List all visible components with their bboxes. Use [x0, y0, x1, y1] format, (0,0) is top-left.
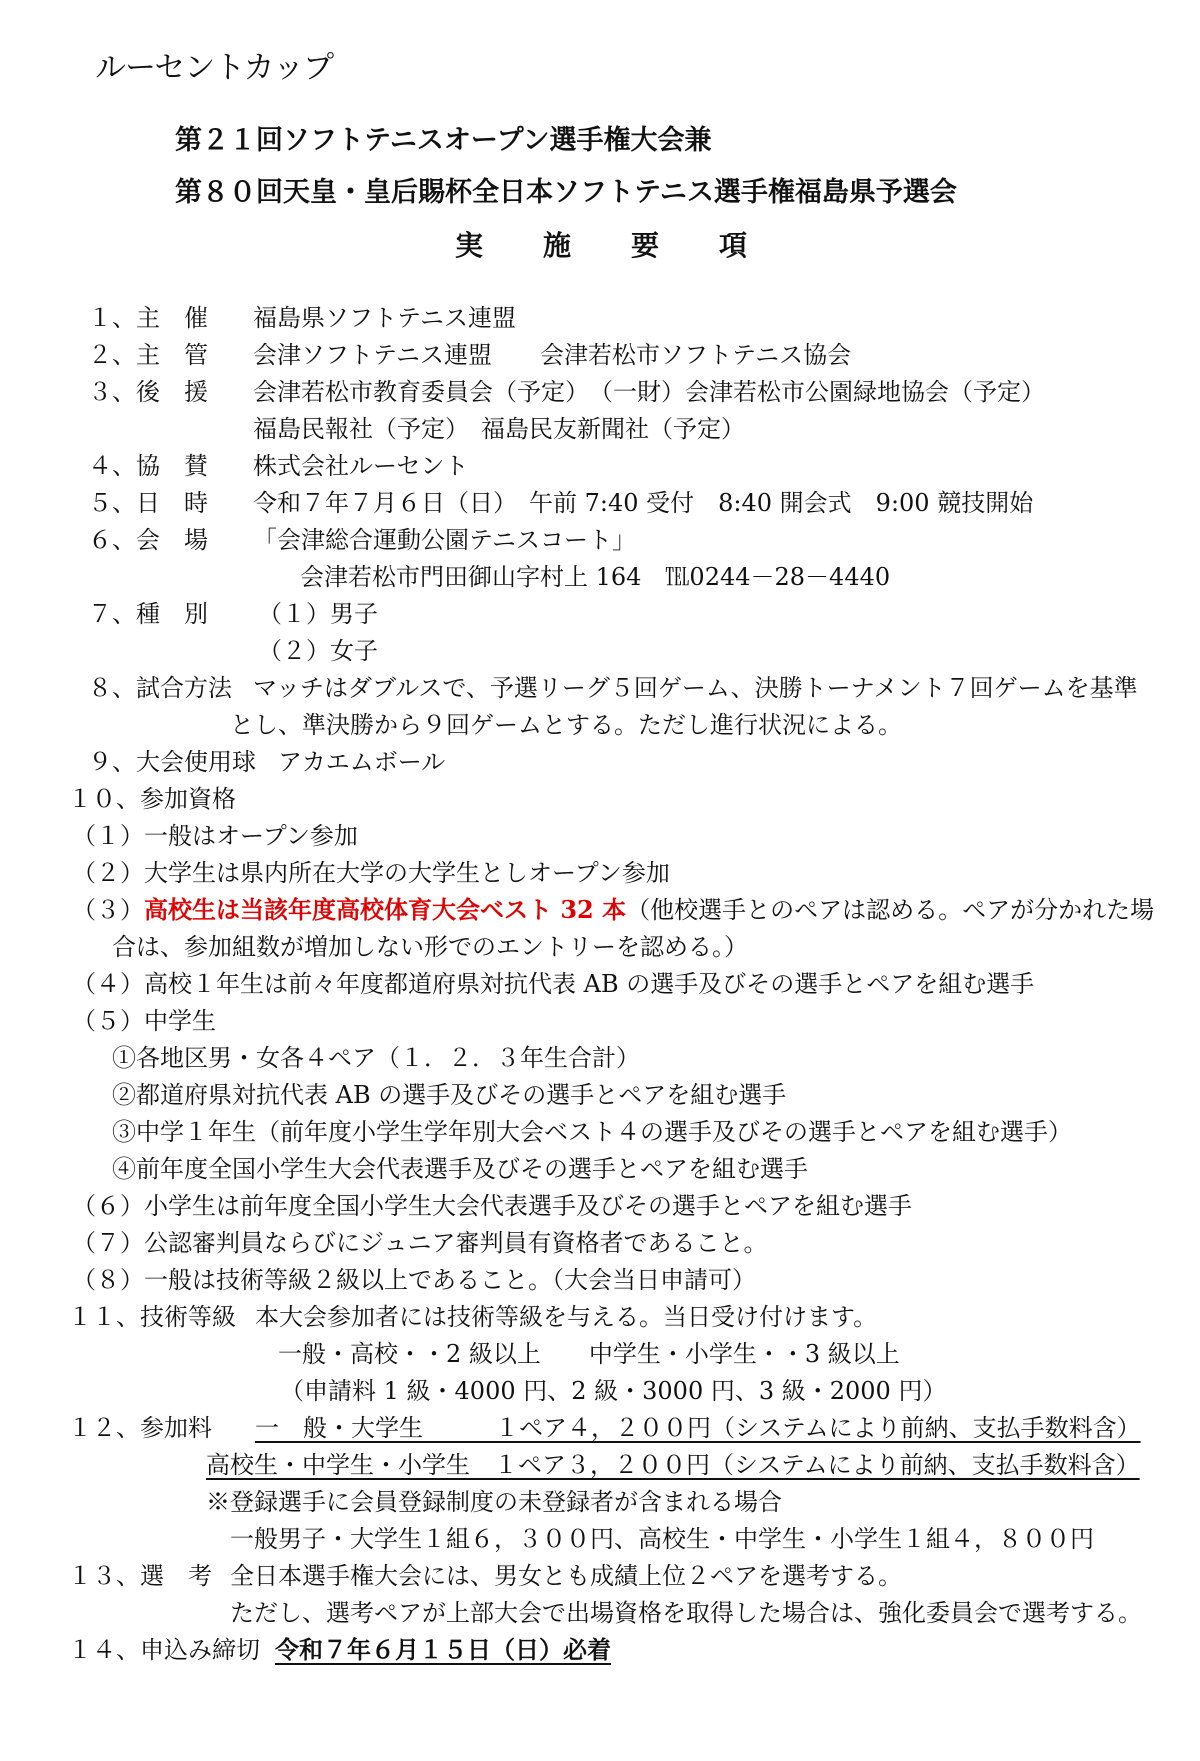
eligibility-7: （７）公認審判員ならびにジュニア審判員有資格者であること。	[72, 1229, 768, 1257]
eligibility-3-prefix: （３）	[72, 896, 144, 924]
item-ball-value: アカエムボール	[278, 748, 446, 776]
item-datetime-label: ５、日 時	[88, 489, 208, 517]
item-selection-value-2: ただし、選考ペアが上部大会で出場資格を取得した場合は、強化委員会で選考する。	[230, 1599, 1142, 1627]
eligibility-6: （６）小学生は前年度全国小学生大会代表選手及びその選手とペアを組む選手	[72, 1192, 912, 1220]
eligibility-3-rest: （他校選手とのペアは認める。ペアが分かれた場	[626, 896, 1155, 924]
item-selection-label: １３、選 考	[68, 1562, 212, 1590]
item-sponsor-label: ４、協 賛	[88, 452, 208, 480]
eligibility-5-3: ③中学１年生（前年度小学生学年別大会ベスト４の選手及びその選手とペアを組む選手）	[112, 1118, 1072, 1146]
item-eligibility-label: １０、参加資格	[68, 785, 236, 813]
eligibility-5: （５）中学生	[72, 1007, 216, 1035]
eligibility-5-4: ④前年度全国小学生大会代表選手及びその選手とペアを組む選手	[112, 1155, 808, 1183]
document-heading: 実 施 要 項	[455, 229, 750, 262]
item-selection-value-1: 全日本選手権大会には、男女とも成績上位２ペアを選考する。	[230, 1562, 902, 1590]
item-deadline-label: １４、申込み締切	[68, 1636, 260, 1664]
item-venue-value-1: 「会津総合運動公園テニスコート」	[253, 526, 637, 554]
item-category-label: ７、種 別	[88, 600, 208, 628]
title-line-2: 第８０回天皇・皇后賜杯全日本ソフトテニス選手権福島県予選会	[175, 177, 957, 208]
item-fee-value-2: 高校生・中学生・小学生 １ペア３，２００円（システムにより前納、支払手数料含）	[206, 1451, 1140, 1479]
eligibility-3-continued: 合は、参加組数が増加しない形でのエントリーを認める。）	[112, 933, 748, 961]
item-management-label: ２、主 管	[88, 341, 208, 369]
item-management-value: 会津ソフトテニス連盟 会津若松市ソフトテニス協会	[253, 341, 852, 369]
item-support-label: ３、後 援	[88, 378, 208, 406]
item-datetime-value: 令和７年７月６日（日） 午前 7:40 受付 8:40 開会式 9:00 競技開始	[253, 489, 1034, 517]
item-fee-label: １２、参加料	[68, 1414, 212, 1442]
eligibility-5-1: ①各地区男・女各４ペア（１．２．３年生合計）	[112, 1044, 640, 1072]
item-organizer-value: 福島県ソフトテニス連盟	[253, 304, 517, 332]
item-support-value-2: 福島民報社（予定） 福島民友新聞社（予定）	[253, 415, 745, 443]
item-grade-value-2: 一般・高校・・2 級以上 中学生・小学生・・3 級以上	[278, 1340, 900, 1368]
eligibility-2: （２）大学生は県内所在大学の大学生としオープン参加	[72, 859, 670, 887]
item-venue-label: ６、会 場	[88, 526, 208, 554]
item-venue-value-2: 会津若松市門田御山字村上 164 ℡0244－28－4440	[300, 563, 891, 591]
item-sponsor-value: 株式会社ルーセント	[253, 452, 469, 480]
eligibility-1: （１）一般はオープン参加	[72, 822, 358, 850]
cup-title: ルーセントカップ	[95, 50, 334, 86]
item-support-value-1: 会津若松市教育委員会（予定） （一財）会津若松市公園緑地協会（予定）	[253, 378, 1045, 406]
item-ball-label: ９、大会使用球	[88, 748, 256, 776]
item-deadline-value: 令和７年６月１５日（日）必着	[275, 1635, 611, 1664]
item-grade-value-1: 本大会参加者には技術等級を与える。当日受け付けます。	[255, 1303, 878, 1331]
item-organizer-label: １、主 催	[88, 304, 208, 332]
title-line-1: 第２１回ソフトテニスオープン選手権大会兼	[175, 125, 712, 156]
item-grade-label: １１、技術等級	[68, 1303, 236, 1331]
eligibility-3	[72, 895, 1154, 925]
item-fee-note-1: ※登録選手に会員登録制度の未登録者が含まれる場合	[206, 1488, 782, 1516]
item-grade-value-3: （申請料 1 級・4000 円、2 級・3000 円、3 級・2000 円）	[280, 1377, 947, 1405]
item-fee-note-2: 一般男子・大学生１組６，３００円、高校生・中学生・小学生１組４，８００円	[230, 1525, 1094, 1553]
item-fee-value-1: 一 般・大学生 １ペア４，２００円（システムにより前納、支払手数料含）	[255, 1414, 1141, 1442]
item-category-value-1: （１）男子	[258, 600, 378, 628]
eligibility-8: （８）一般は技術等級２級以上であること。（大会当日申請可）	[72, 1266, 756, 1294]
item-category-value-2: （２）女子	[258, 637, 378, 665]
eligibility-3-highlight: 高校生は当該年度高校体育大会ベスト 32 本	[144, 895, 627, 924]
eligibility-5-2: ②都道府県対抗代表 AB の選手及びその選手とペアを組む選手	[112, 1081, 787, 1109]
eligibility-4: （４）高校１年生は前々年度都道府県対抗代表 AB の選手及びその選手とペアを組む選手	[72, 970, 1035, 998]
item-match-value-2: とし、準決勝から９回ゲームとする。ただし進行状況による。	[230, 711, 902, 739]
item-match-value-1: マッチはダブルスで、予選リーグ５回ゲーム、決勝トーナメント７回ゲームを基準	[253, 674, 1138, 702]
item-match-label: ８、試合方法	[88, 674, 232, 702]
